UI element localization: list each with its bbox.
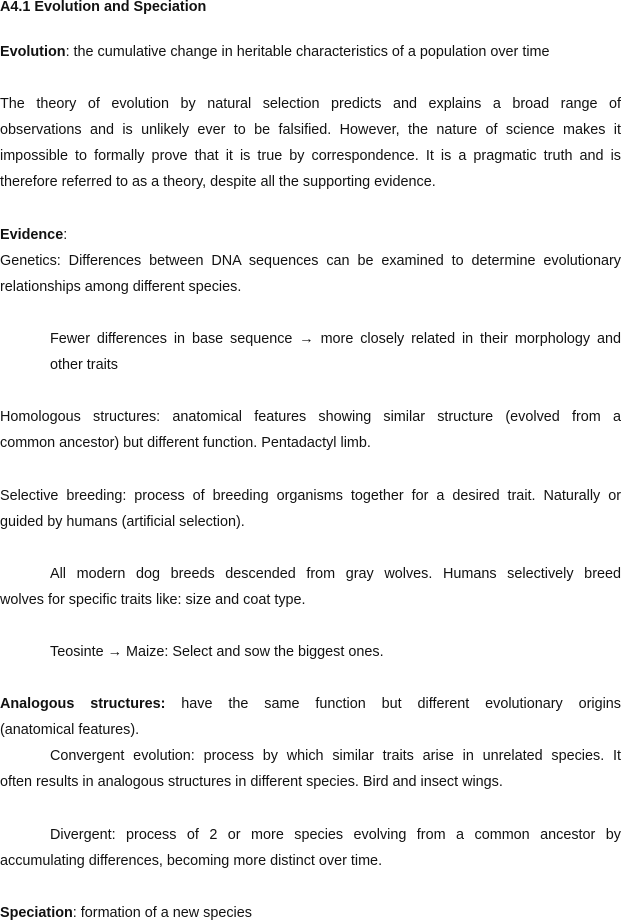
divergent-line-1: Divergent: process of 2 or more species evolving from a common ancestor by <box>50 827 621 843</box>
analogous-line-1: Analogous structures: have the same function but different evolutionary origins <box>0 696 621 712</box>
selective-breeding-line-2: guided by humans (artificial selection). <box>0 514 245 530</box>
genetics-line-1: Genetics: Differences between DNA sequences can be examined to determine evolutionary <box>0 253 621 269</box>
theory-line-3: impossible to formally prove that it is true by correspondence. It is a pragmatic truth and is <box>0 148 621 164</box>
evidence-term: Evidence <box>0 227 64 243</box>
genetics-line-2: relationships among different species. <box>0 279 242 295</box>
divergent-line-2: accumulating differences, becoming more distinct over time. <box>0 853 383 869</box>
evolution-term: Evolution <box>0 44 66 60</box>
homologous-line-1: Homologous structures: anatomical features showing similar structure (evolved from a <box>0 409 621 425</box>
analogous-term: Analogous structures: <box>0 696 166 712</box>
theory-line-1: The theory of evolution by natural selection predicts and explains a broad range of <box>0 96 621 112</box>
fewer-differences-line-1: Fewer differences in base sequence → more closely related in their morphology and <box>50 331 621 347</box>
convergent-line-1: Convergent evolution: process by which similar traits arise in unrelated species. It <box>50 748 621 764</box>
speciation-definition-text: : formation of a new species <box>72 905 252 921</box>
speciation-term: Speciation <box>0 905 73 921</box>
speciation-definition <box>0 903 621 923</box>
convergent-line-2: often results in analogous structures in different species. Bird and insect wings. <box>0 774 503 790</box>
dog-breeds-line-2: wolves for specific traits like: size and coat type. <box>0 592 306 608</box>
theory-line-4: therefore referred to as a theory, despite all the supporting evidence. <box>0 174 436 190</box>
page-title: A4.1 Evolution and Speciation <box>0 0 207 15</box>
dog-breeds-line-1: All modern dog breeds descended from gray wolves. Humans selectively breed <box>50 566 621 582</box>
homologous-line-2: common ancestor) but different function. Pentadactyl limb. <box>0 435 371 451</box>
fewer-differences-line-2: other traits <box>50 357 118 373</box>
evolution-definition <box>0 42 621 62</box>
analogous-line-2: (anatomical features). <box>0 722 140 738</box>
theory-line-2: observations and is unlikely ever to be falsified. However, the nature of science makes it <box>0 122 621 138</box>
teosinte-line: Teosinte → Maize: Select and sow the biggest ones. <box>50 644 384 660</box>
selective-breeding-line-1: Selective breeding: process of breeding organisms together for a desired trait. Naturally or <box>0 488 621 504</box>
evidence-heading: Evidence: <box>0 227 68 243</box>
evolution-definition-text: : the cumulative change in heritable characteristics of a population over time <box>65 44 550 60</box>
